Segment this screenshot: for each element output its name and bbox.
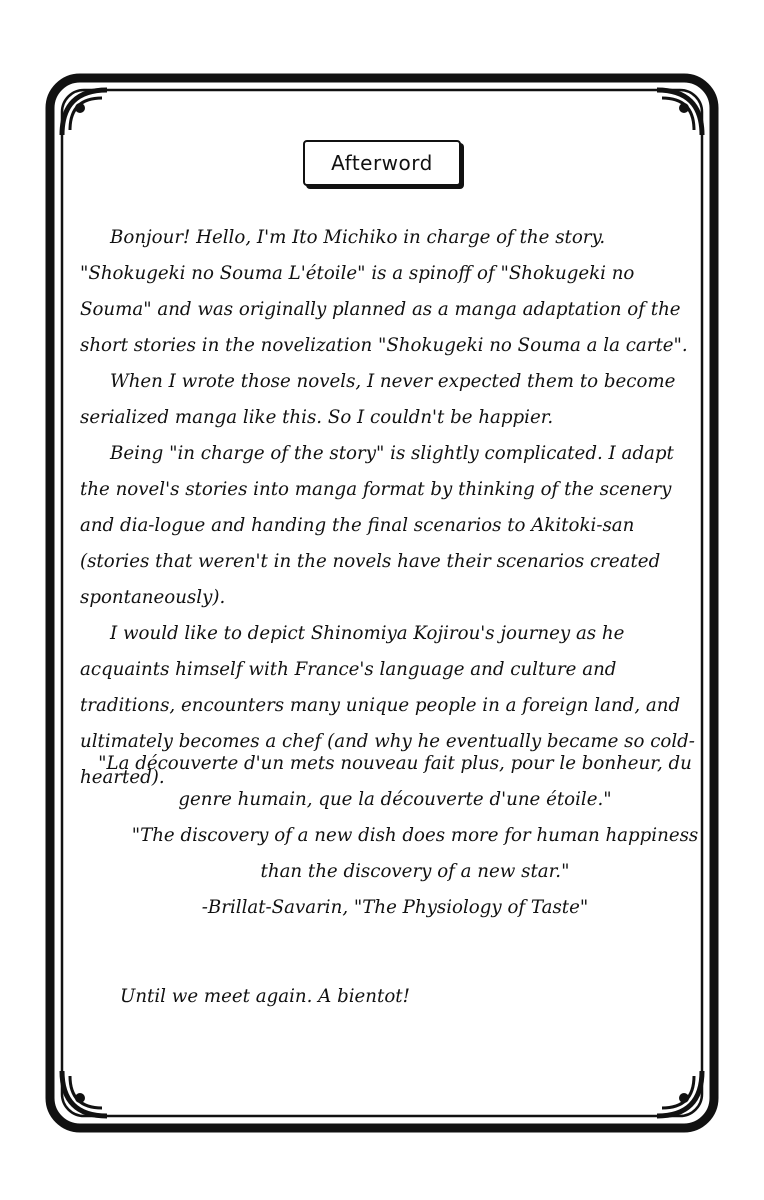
paragraph-2: When I wrote those novels, I never expected them to become serialized manga like this. So I couldn't be happier. — [80, 371, 676, 428]
quote-attribution: -Brillat-Savarin, "The Physiology of Taste" — [201, 897, 589, 918]
quote-french: "La découverte d'un mets nouveau fait plus, pour le bonheur, du genre humain, que la découverte d'une étoile." — [98, 753, 692, 810]
paragraph-4: I would like to depict Shinomiya Kojirou's journey as he acquaints himself with France's language and culture and traditions, encounters many unique people in a foreign land, and ultimately becomes a chef (and why he eventually became so cold-hearted). — [80, 623, 695, 788]
paragraph-3: Being "in charge of the story" is slightly complicated. I adapt the novel's stories into manga format by thinking of the scenery and dia-logue and handing the final scenarios to Akitoki-san (stories that weren't in the novels have their scenarios created spontaneously). — [80, 443, 674, 608]
afterword-body — [80, 220, 698, 796]
title-box — [303, 140, 461, 186]
paragraph-1: Bonjour! Hello, I'm Ito Michiko in charge of the story. "Shokugeki no Souma L'étoile" is a spinoff of "Shokugeki no Souma" and was originally planned as a manga adaptation of the short stories in the novelization "Shokugeki no Souma a la carte". — [80, 227, 688, 356]
quote-block — [90, 746, 700, 926]
quote-english: "The discovery of a new dish does more for human happiness than the discovery of a new star." — [131, 825, 699, 882]
page-title: Afterword — [331, 151, 433, 175]
signoff: Until we meet again. A bientot! — [120, 986, 410, 1007]
